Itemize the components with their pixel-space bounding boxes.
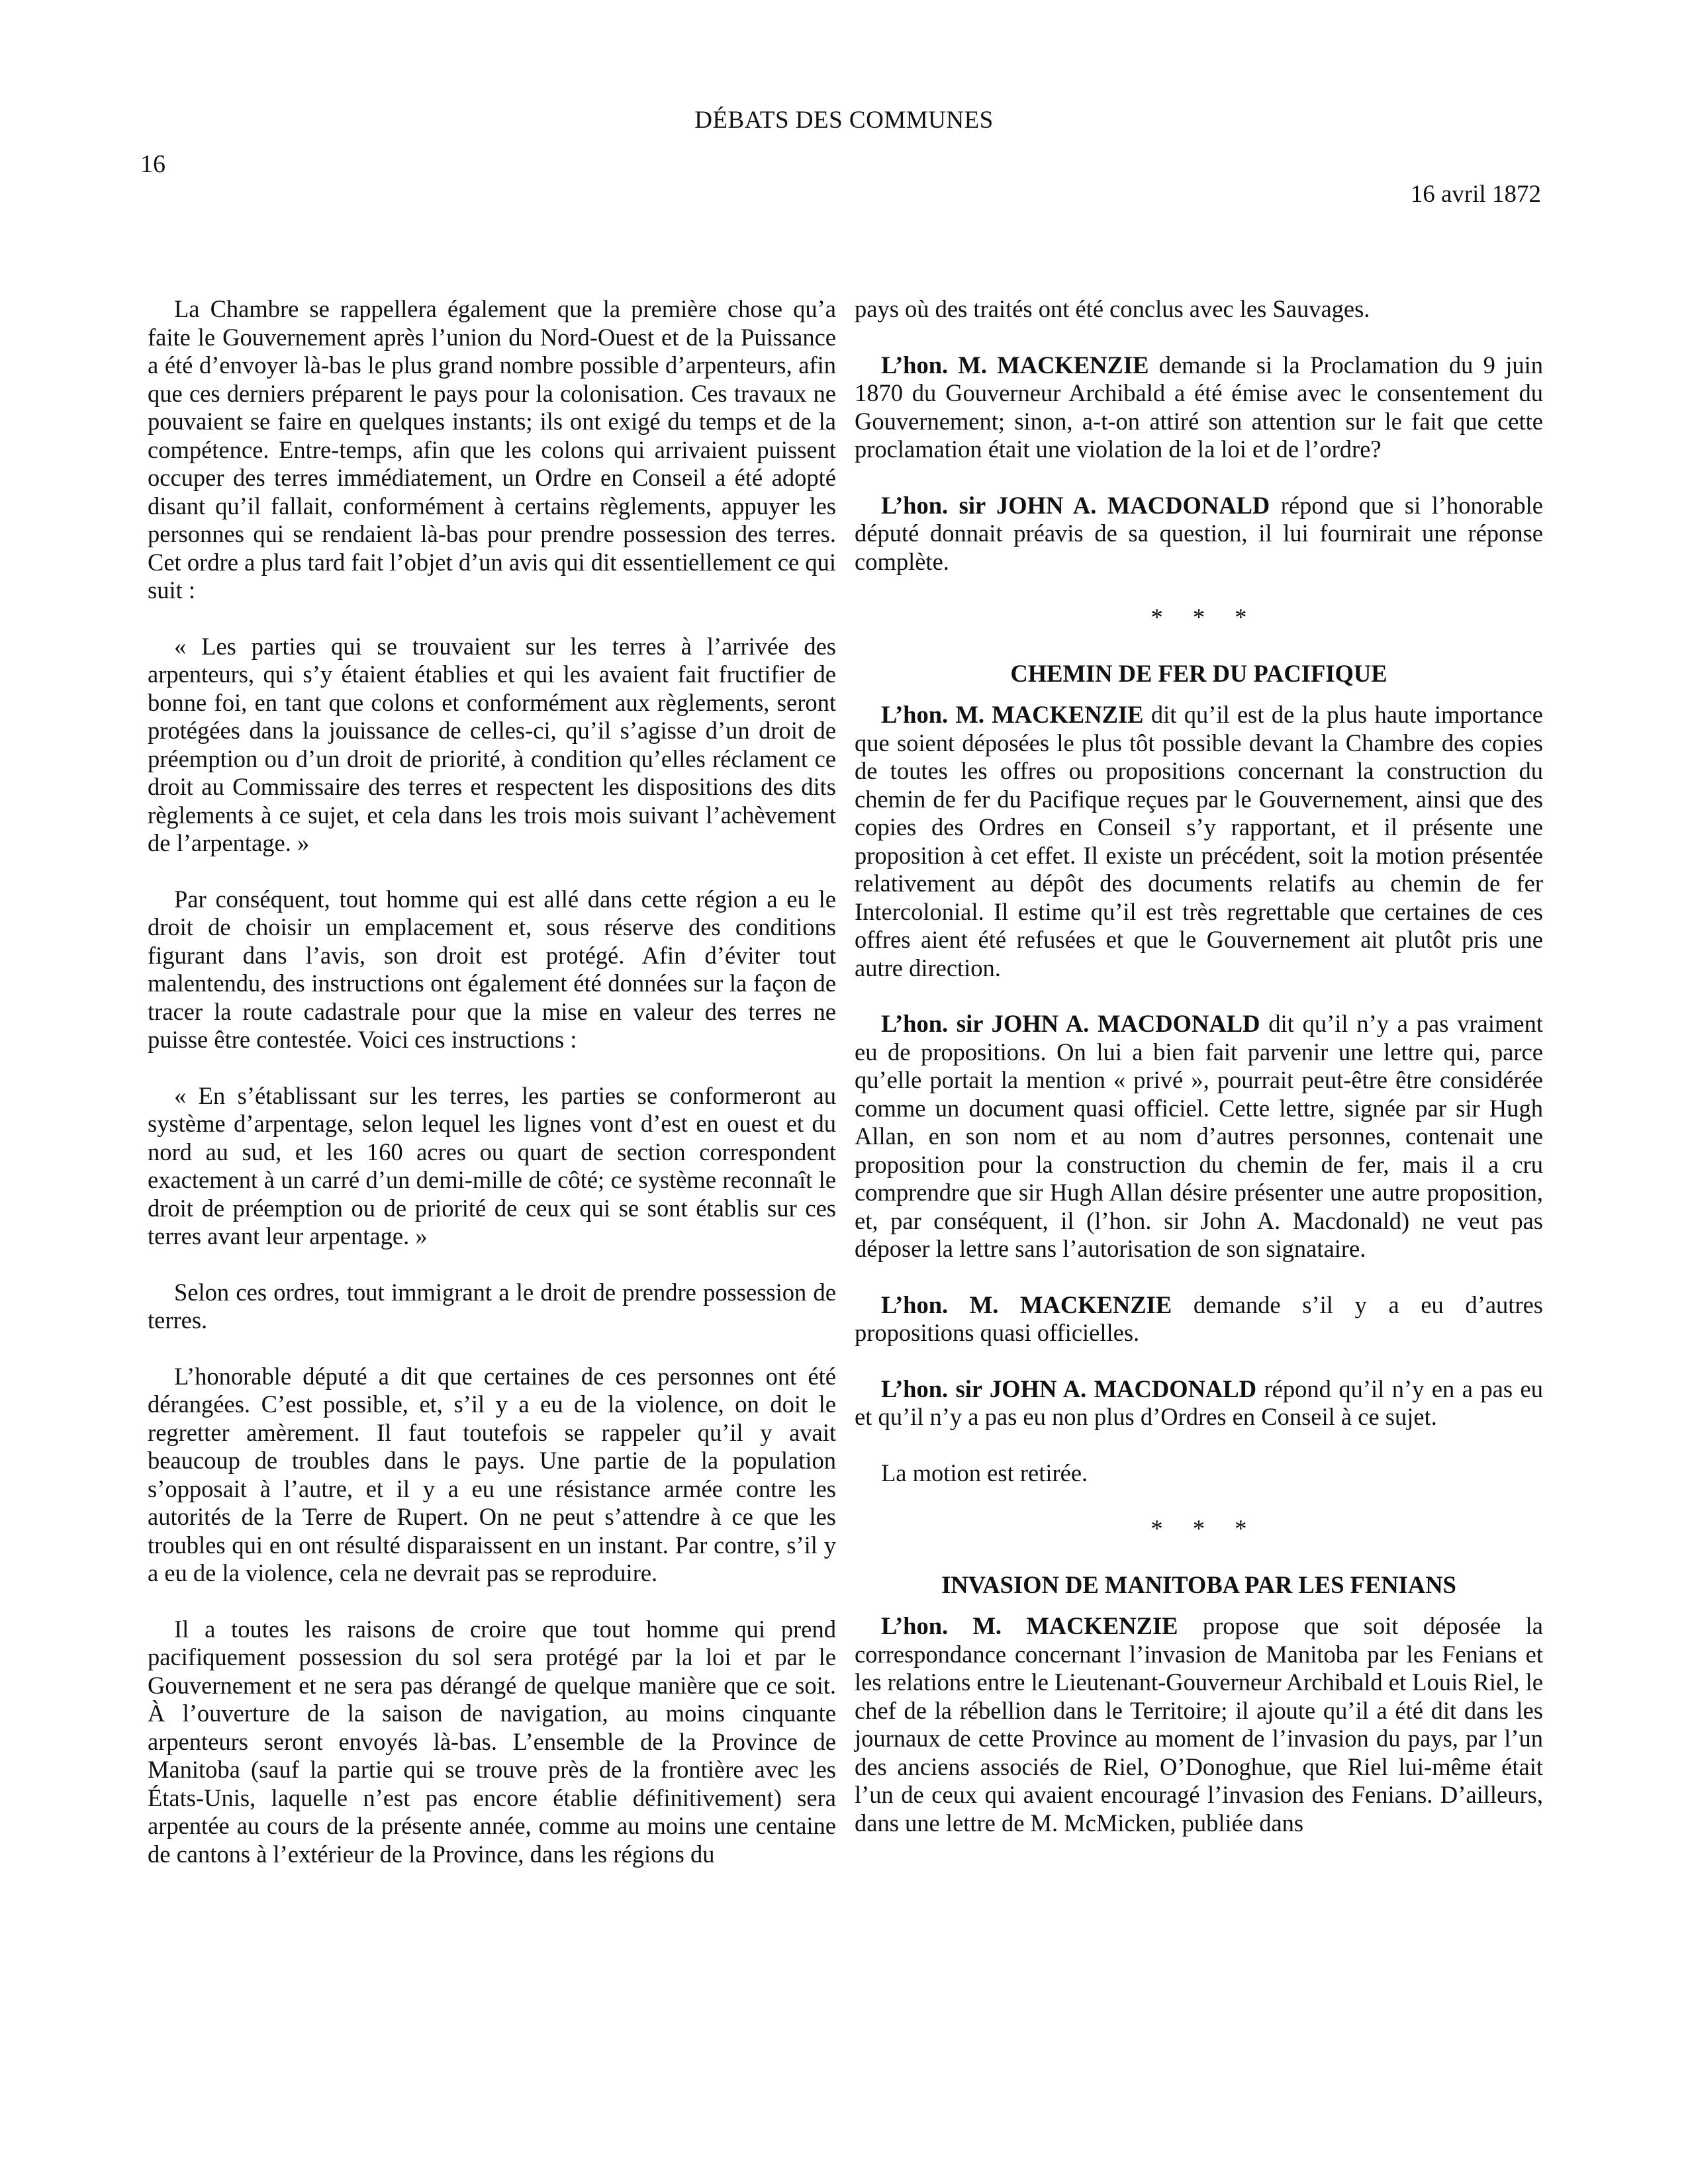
paragraph: Il a toutes les raisons de croire que tout homme qui prend pacifiquement possession du sol sera protégé par la loi et par le Gouvernement et ne sera pas dérangé de quelque manière que ce soit. À l’ouverture de la saison de navigation, au moins cinquante arpenteurs seront envoyés là-bas. L’ensemble de la Province de Manitoba (sauf la partie qui se trouve près de la frontière avec les États-Unis, laquelle n’est pas encore établie définitivement) sera arpentée au cours de la présente année, comme au moins une centaine de cantons à l’extérieur de la Province, dans les régions du <box>148 1615 836 1868</box>
speech-text: répond que si l’honorable député donnait préavis de sa question, il lui fournirait une réponse complète. <box>855 491 1543 575</box>
page-number: 16 <box>140 150 165 178</box>
section-divider: * * * <box>1150 604 1259 631</box>
paragraph-continuation: pays où des traités ont été conclus avec les Sauvages. <box>855 295 1370 322</box>
speech-text: dit qu’il n’y a pas vraiment eu de propositions. On lui a bien fait parvenir une lettre qui, parce qu’elle portait la mention « privé », pourrait peut-être être considérée comme un document quasi officiel. Cette lettre, signée par sir Hugh Allan, en son nom et au nom d’autres personnes, contenait une proposition pour la construction du chemin de fer, mais il a cru comprendre que sir Hugh Allan désire présenter une autre proposition, et, par conséquent, il (l’hon. sir John A. Macdonald) ne veut pas déposer la lettre sans l’autorisation de son signataire. <box>855 1010 1543 1262</box>
section-divider: * * * <box>1150 1515 1259 1542</box>
speaker-name: L’hon. sir JOHN A. MACDONALD <box>881 1375 1257 1402</box>
right-column <box>855 295 1543 1865</box>
speech-text: demande si la Proclamation du 9 juin 1870 du Gouverneur Archibald a été émise avec le consentement du Gouvernement; sinon, a-t-on attiré son attention sur le fait que cette proclamation était une violation de la loi et de l’ordre? <box>855 351 1543 463</box>
section-heading: CHEMIN DE FER DU PACIFIQUE <box>1010 659 1387 687</box>
speech-paragraph <box>855 1612 1543 1837</box>
speech-paragraph <box>855 701 1543 982</box>
section-heading: INVASION DE MANITOBA PAR LES FENIANS <box>941 1570 1456 1598</box>
running-head: DÉBATS DES COMMUNES <box>694 107 994 134</box>
quotation: « En s’établissant sur les terres, les parties se conformeront au système d’arpentage, selon lequel les lignes vont d’est en ouest et du nord au sud, et les 160 acres ou quart de section correspondent exactement à un carré d’un demi-mille de côté; ce système reconnaît le droit de préemption ou de priorité de ceux qui se sont établis sur ces terres avant leur arpentage. » <box>148 1081 836 1250</box>
speech-text: propose que soit déposée la correspondance concernant l’invasion de Manitoba par les Fenians et les relations entre le Lieutenant-Gouverneur Archibald et Louis Riel, le chef de la rébellion dans le Territoire; il ajoute qu’il a été dit dans les journaux de cette Province au moment de l’invasion du pays, par l’un des anciens associés de Riel, O’Donoghue, que Riel lui-même était l’un de ceux qui avaient encouragé l’invasion des Fenians. D’ailleurs, dans une lettre de M. McMicken, publiée dans <box>855 1612 1543 1837</box>
speaker-name: L’hon. M. MACKENZIE <box>881 1612 1178 1639</box>
page-date: 16 avril 1872 <box>1410 181 1541 208</box>
left-column <box>148 295 836 1896</box>
speaker-name: L’hon. M. MACKENZIE <box>881 701 1144 728</box>
speech-paragraph <box>855 1010 1543 1263</box>
paragraph: Selon ces ordres, tout immigrant a le droit de prendre possession de terres. <box>148 1278 836 1334</box>
speech-paragraph <box>855 1291 1543 1347</box>
speaker-name: L’hon. sir JOHN A. MACDONALD <box>881 491 1270 519</box>
speaker-name: L’hon. sir JOHN A. MACDONALD <box>881 1010 1260 1037</box>
paragraph: L’honorable député a dit que certaines de ces personnes ont été dérangées. C’est possible, et, s’il y a eu de la violence, on doit le regretter amèrement. Il faut toutefois se rappeler qu’il y avait beaucoup de troubles dans le pays. Une partie de la population s’opposait à l’autre, et il y a eu une résistance armée contre les autorités de la Terre de Rupert. On ne peut s’attendre à ce que les troubles qui en ont résulté disparaissent en un instant. Par contre, s’il y a eu de la violence, cela ne devrait pas se reproduire. <box>148 1362 836 1586</box>
paragraph: Par conséquent, tout homme qui est allé dans cette région a eu le droit de choisir un emplacement et, sous réserve des conditions figurant dans l’avis, son droit est protégé. Afin d’éviter tout malentendu, des instructions ont également été données sur la façon de tracer la route cadastrale pour que la mise en valeur des terres ne puisse être contestée. Voici ces instructions : <box>148 885 836 1053</box>
speech-text: dit qu’il est de la plus haute importance que soient déposées le plus tôt possible devant la Chambre des copies de toutes les offres ou propositions concernant la construction du chemin de fer du Pacifique reçues par le Gouvernement, ainsi que des copies des Ordres en Conseil s’y rapportant, et il présente une proposition à cet effet. Il existe un précédent, soit la motion présentée relativement au dépôt des documents relatifs au chemin de fer Intercolonial. Il estime qu’il est très regrettable que certaines de ces offres aient été refusées et que le Gouvernement ait plutôt pris une autre direction. <box>855 701 1543 981</box>
quotation: « Les parties qui se trouvaient sur les terres à l’arrivée des arpenteurs, qui s’y étaient établies et qui les avaient fait fructifier de bonne foi, en tant que colons et conformément aux règlements, seront protégées dans la jouissance de celles-ci, qu’il s’agisse d’un droit de préemption ou d’un droit de priorité, à condition qu’elles réclament ce droit au Commissaire des terres et respectent les dispositions des dits règlements à ce sujet, et cela dans les trois mois suivant l’achèvement de l’arpentage. » <box>148 632 836 856</box>
paragraph: La Chambre se rappellera également que la première chose qu’a faite le Gouvernement après l’union du Nord-Ouest et de la Puissance a été d’envoyer là-bas le plus grand nombre possible d’arpenteurs, afin que ces derniers préparent le pays pour la colonisation. Ces travaux ne pouvaient se faire en quelques instants; ils ont exigé du temps et de la compétence. Entre-temps, afin que les colons qui arrivaient puissent occuper des terres immédiatement, un Ordre en Conseil a été adopté disant qu’il fallait, conformément à certains règlements, appuyer les personnes qui se rendaient là-bas pour prendre possession des terres. Cet ordre a plus tard fait l’objet d’un avis qui dit essentiellement ce qui suit : <box>148 295 836 604</box>
paragraph: La motion est retirée. <box>881 1459 1088 1486</box>
speech-paragraph <box>855 492 1543 576</box>
speaker-name: L’hon. M. MACKENZIE <box>881 1291 1172 1318</box>
speech-paragraph <box>855 351 1543 464</box>
speaker-name: L’hon. M. MACKENZIE <box>881 351 1149 379</box>
speech-text: demande s’il y a eu d’autres propositions quasi officielles. <box>855 1291 1543 1346</box>
speech-paragraph <box>855 1375 1543 1432</box>
speech-text: répond qu’il n’y en a pas eu et qu’il n’y a pas eu non plus d’Ordres en Conseil à ce sujet. <box>855 1375 1543 1430</box>
